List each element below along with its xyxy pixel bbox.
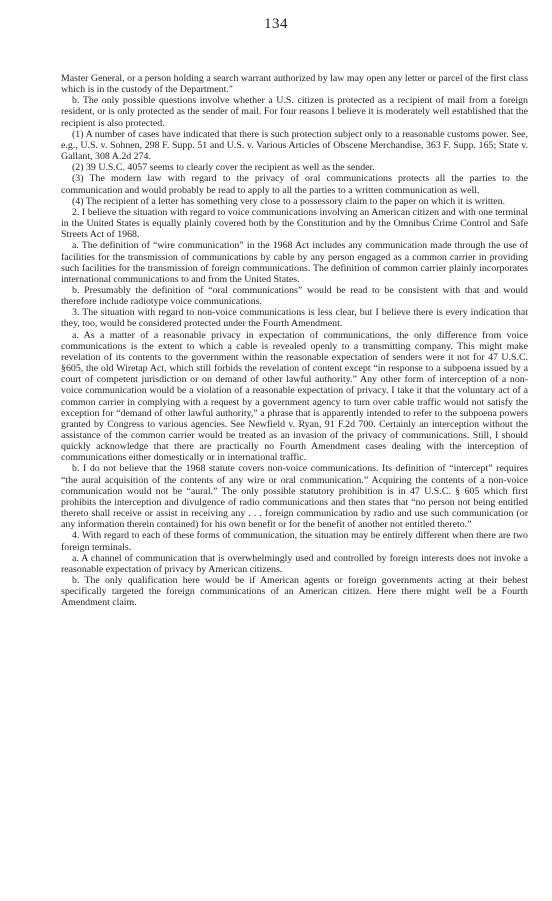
paragraph: (1) A number of cases have indicated that there is such protection subject only to a reasonable customs power. See, e.g., U.S. v. Sohnen, 298 F. Supp. 51 and U.S. v. Various Articles of Obscene Merchandise, 363 F. Supp. 165; State v. Gallant, 308 A.2d 274.	[61, 128, 528, 163]
body-text	[61, 73, 528, 609]
paragraph: (3) The modern law with regard to the privacy of oral communications protects all the parties to the communication and would probably be read to apply to all the parties to a written communication as well.	[61, 173, 528, 196]
paragraph: 3. The situation with regard to non-voice communications is less clear, but I believe there is every indication that they, too, would be considered protected under the Fourth Amendment.	[61, 307, 528, 330]
paragraph: a. As a matter of a reasonable privacy in expectation of communications, the only difference from voice communications is the extent to which a cable is revealed openly to a transmitting company. This might make revelation of its contents to the government within the reasonable expectation of senders were it not for 47 U.S.C. §605, the old Wiretap Act, which still forbids the revelation of content except “in response to a subpoena issued by a court of competent jurisdiction or on demand of other lawful authority.” Any other form of interception of a non-voice communication would be a violation of a reasonable expectation of privacy. I take it that the voluntary act of a common carrier in complying with a request by a government agency to turn over cable traffic would not satisfy the exception for “demand of other lawful authority,” a phrase that is apparently intended to refer to the subpoena powers granted by Congress to various agencies. See Newfield v. Ryan, 91 F.2d 700. Certainly an interception without the assistance of the common carrier would be treated as an invasion of the privacy of communications. Still, I should quickly acknowledge that there are practically no Fourth Amendment cases dealing with the interception of communications either domestically or in international traffic.	[61, 329, 528, 464]
paragraph: 4. With regard to each of these forms of communication, the situation may be entirely different when there are two foreign terminals.	[61, 530, 528, 553]
paragraph: (2) 39 U.S.C. 4057 seems to clearly cover the recipient as well as the sender.	[72, 162, 375, 174]
paragraph: a. The definition of “wire communication” in the 1968 Act includes any communication made through the use of facilities for the transmission of communications by cable by any person engaged as a common carrier in providing such facilities for the transmission of foreign communications. The definition of common carrier plainly incorporates international communications to and from the United States.	[61, 240, 528, 285]
paragraph: b. Presumably the definition of “oral communications” would be read to be consistent with that and would therefore include radiotype voice communications.	[61, 284, 528, 308]
paragraph: Master General, or a person holding a search warrant authorized by law may open any letter or parcel of the first class which is in the custody of the Department."	[61, 73, 528, 96]
paragraph: b. The only possible questions involve whether a U.S. citizen is protected as a recipient of mail from a foreign resident, or is only protected as the sender of mail. For four reasons I believe it is moderately well established that the recipient is also protected.	[61, 95, 528, 129]
paragraph: b. I do not believe that the 1968 statute covers non-voice communications. Its definition of “intercept” requires “the aural acquisition of the contents of any wire or oral communication.” Acquiring the contents of a non-voice communication would not be “aural.” The only possible statutory prohibition is in 47 U.S.C. § 605 which first prohibits the interception and divulgence of radio communications and then states that “no person not being entitled thereto shall receive or assist in receiving any . . . foreign communication by radio and use such communication (or any information therein contained) for his own benefit or for the benefit of another not entitled thereto.”	[61, 463, 528, 531]
paragraph: b. The only qualification here would be if American agents or foreign governments acting at their behest specifically targeted the foreign communications of an American citizen. Here there might well be a Fourth Amendment claim.	[61, 575, 528, 609]
paragraph: a. A channel of communication that is overwhelmingly used and controlled by foreign interests does not invoke a reasonable expectation of privacy by American citizens.	[61, 552, 528, 575]
paragraph: 2. I believe the situation with regard to voice communications involving an American citizen and with one terminal in the United States is equally plainly covered both by the Constitution and by the Omnibus Crime Control and Safe Streets Act of 1968.	[61, 206, 528, 241]
paragraph: (4) The recipient of a letter has something very close to a possessory claim to the paper on which it is written.	[72, 195, 506, 207]
page-number: 134	[264, 16, 288, 32]
